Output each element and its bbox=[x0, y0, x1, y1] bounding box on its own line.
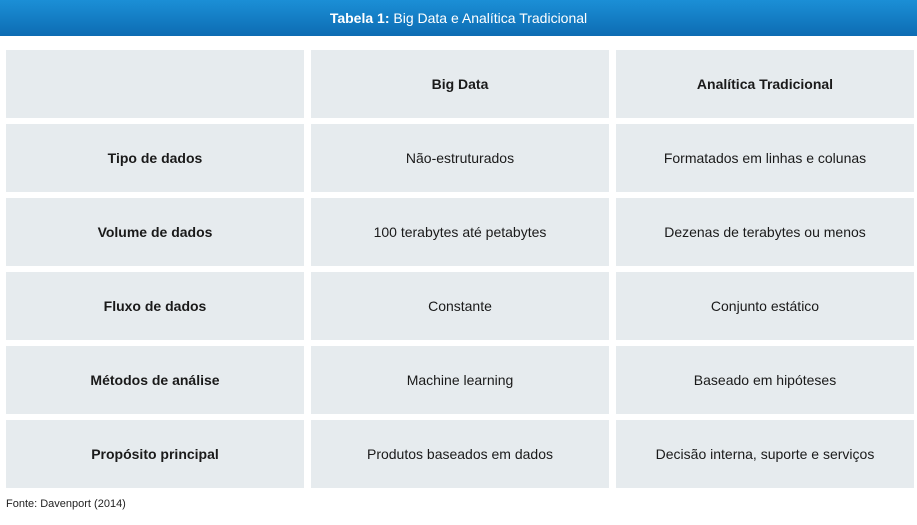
table-title bbox=[0, 0, 917, 36]
cell-traditional-tipo: Formatados em linhas e colunas bbox=[616, 124, 914, 192]
cell-big-data-volume: 100 terabytes até petabytes bbox=[311, 198, 609, 266]
cell-big-data-metodos: Machine learning bbox=[311, 346, 609, 414]
cell-traditional-metodos: Baseado em hipóteses bbox=[616, 346, 914, 414]
header-cell-traditional: Analítica Tradicional bbox=[616, 50, 914, 118]
row-label-metodos: Métodos de análise bbox=[6, 346, 304, 414]
comparison-table bbox=[6, 50, 911, 488]
cell-traditional-fluxo: Conjunto estático bbox=[616, 272, 914, 340]
row-label-fluxo: Fluxo de dados bbox=[6, 272, 304, 340]
row-label-volume: Volume de dados bbox=[6, 198, 304, 266]
cell-big-data-fluxo: Constante bbox=[311, 272, 609, 340]
header-cell-big-data: Big Data bbox=[311, 50, 609, 118]
cell-traditional-proposito: Decisão interna, suporte e serviços bbox=[616, 420, 914, 488]
header-cell-empty bbox=[6, 50, 304, 118]
cell-big-data-tipo: Não-estruturados bbox=[311, 124, 609, 192]
table-title-prefix: Tabela 1: bbox=[329, 10, 390, 26]
source-note: Fonte: Davenport (2014) bbox=[6, 498, 126, 510]
row-label-proposito: Propósito principal bbox=[6, 420, 304, 488]
cell-big-data-proposito: Produtos baseados em dados bbox=[311, 420, 609, 488]
table-title-text: Big Data e Analítica Tradicional bbox=[393, 10, 588, 26]
cell-traditional-volume: Dezenas de terabytes ou menos bbox=[616, 198, 914, 266]
row-label-tipo: Tipo de dados bbox=[6, 124, 304, 192]
